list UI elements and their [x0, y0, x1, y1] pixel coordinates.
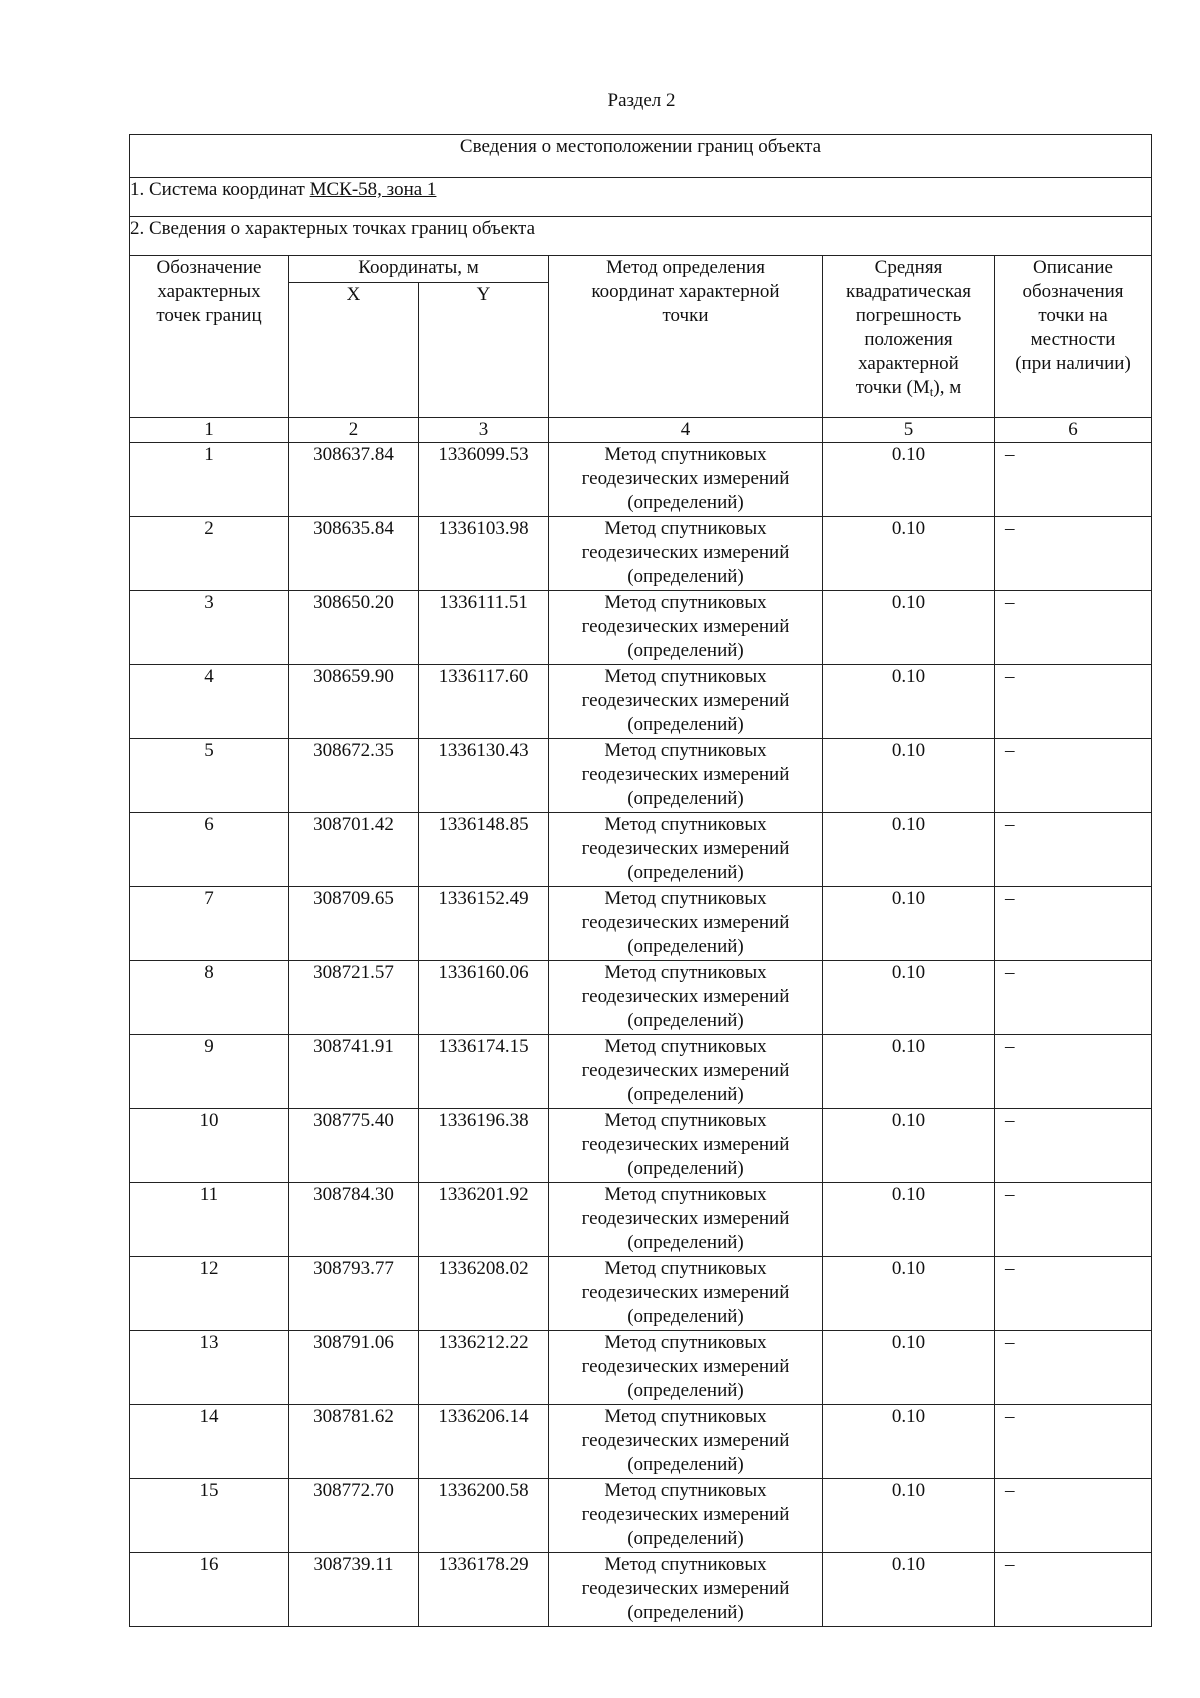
method-line: геодезических измерений [581, 690, 790, 711]
method-line: (определений) [627, 788, 744, 809]
column-number-row [130, 418, 1152, 443]
x-cell: 308659.90 [289, 665, 419, 739]
description-cell: – [995, 443, 1152, 517]
method-line: Метод спутниковых [604, 740, 767, 761]
header-error-line: положения [864, 329, 953, 350]
method-line: Метод спутниковых [604, 814, 767, 835]
x-cell: 308635.84 [289, 517, 419, 591]
description-cell: – [995, 813, 1152, 887]
x-cell: 308784.30 [289, 1183, 419, 1257]
method-cell [549, 961, 823, 1035]
method-cell [549, 665, 823, 739]
x-cell: 308672.35 [289, 739, 419, 813]
method-line: (определений) [627, 1232, 744, 1253]
header-method-line: точки [662, 305, 709, 326]
method-line: (определений) [627, 1380, 744, 1401]
method-cell [549, 443, 823, 517]
header-point [130, 256, 289, 418]
description-cell: – [995, 517, 1152, 591]
method-line: геодезических измерений [581, 1060, 790, 1081]
description-cell: – [995, 1405, 1152, 1479]
table-row [130, 1109, 1152, 1183]
y-cell: 1336206.14 [419, 1405, 549, 1479]
column-number: 6 [995, 418, 1152, 443]
point-cell: 12 [130, 1257, 289, 1331]
x-cell: 308701.42 [289, 813, 419, 887]
coordinate-system [130, 178, 1152, 217]
table-row [130, 739, 1152, 813]
method-line: геодезических измерений [581, 1356, 790, 1377]
method-line: Метод спутниковых [604, 518, 767, 539]
x-cell: 308793.77 [289, 1257, 419, 1331]
table-row [130, 665, 1152, 739]
description-cell: – [995, 1479, 1152, 1553]
error-cell: 0.10 [823, 517, 995, 591]
error-cell: 0.10 [823, 1183, 995, 1257]
method-line: (определений) [627, 1454, 744, 1475]
header-error [823, 256, 995, 418]
x-cell: 308741.91 [289, 1035, 419, 1109]
point-cell: 14 [130, 1405, 289, 1479]
header-point-line: характерных [157, 281, 261, 302]
description-cell: – [995, 665, 1152, 739]
y-cell: 1336160.06 [419, 961, 549, 1035]
header-description-line: (при наличии) [1015, 353, 1131, 374]
header-error-line: квадратическая [846, 281, 971, 302]
method-cell [549, 1479, 823, 1553]
header-method [549, 256, 823, 418]
method-line: Метод спутниковых [604, 1406, 767, 1427]
description-cell: – [995, 887, 1152, 961]
method-line: геодезических измерений [581, 764, 790, 785]
table-row [130, 813, 1152, 887]
description-cell: – [995, 1257, 1152, 1331]
header-description-line: точки на [1038, 305, 1108, 326]
point-cell: 3 [130, 591, 289, 665]
error-cell: 0.10 [823, 665, 995, 739]
description-cell: – [995, 1553, 1152, 1627]
method-line: Метод спутниковых [604, 444, 767, 465]
column-number: 3 [419, 418, 549, 443]
method-line: Метод спутниковых [604, 592, 767, 613]
error-cell: 0.10 [823, 591, 995, 665]
x-cell: 308721.57 [289, 961, 419, 1035]
method-cell [549, 1035, 823, 1109]
method-line: Метод спутниковых [604, 666, 767, 687]
header-error-text: ), м [933, 377, 962, 398]
method-line: геодезических измерений [581, 986, 790, 1007]
error-cell: 0.10 [823, 1479, 995, 1553]
point-cell: 4 [130, 665, 289, 739]
description-cell: – [995, 961, 1152, 1035]
description-cell: – [995, 1183, 1152, 1257]
header-error-line: Средняя [874, 257, 943, 278]
header-description-line: обозначения [1022, 281, 1124, 302]
method-line: (определений) [627, 862, 744, 883]
point-cell: 6 [130, 813, 289, 887]
error-cell: 0.10 [823, 1405, 995, 1479]
point-cell: 5 [130, 739, 289, 813]
column-number: 4 [549, 418, 823, 443]
x-cell: 308781.62 [289, 1405, 419, 1479]
y-cell: 1336148.85 [419, 813, 549, 887]
method-line: Метод спутниковых [604, 1184, 767, 1205]
header-description-line: Описание [1033, 257, 1113, 278]
table-row [130, 1553, 1152, 1627]
method-line: геодезических измерений [581, 1282, 790, 1303]
x-cell: 308709.65 [289, 887, 419, 961]
header-point-line: Обозначение [156, 257, 262, 278]
method-line: (определений) [627, 640, 744, 661]
method-line: Метод спутниковых [604, 1036, 767, 1057]
method-line: (определений) [627, 1010, 744, 1031]
method-line: (определений) [627, 566, 744, 587]
point-cell: 9 [130, 1035, 289, 1109]
table-title: Сведения о местоположении границ объекта [130, 135, 1152, 178]
error-cell: 0.10 [823, 961, 995, 1035]
method-line: (определений) [627, 1528, 744, 1549]
table-row [130, 1479, 1152, 1553]
method-cell [549, 1257, 823, 1331]
header-error-line: погрешность [855, 305, 962, 326]
header-error-text: точки (M [855, 377, 930, 398]
method-line: Метод спутниковых [604, 1332, 767, 1353]
y-cell: 1336152.49 [419, 887, 549, 961]
point-cell: 10 [130, 1109, 289, 1183]
table-row [130, 961, 1152, 1035]
method-cell [549, 517, 823, 591]
y-cell: 1336208.02 [419, 1257, 549, 1331]
error-cell: 0.10 [823, 1035, 995, 1109]
method-line: Метод спутниковых [604, 1110, 767, 1131]
x-cell: 308739.11 [289, 1553, 419, 1627]
method-line: геодезических измерений [581, 542, 790, 563]
method-line: Метод спутниковых [604, 1480, 767, 1501]
description-cell: – [995, 1331, 1152, 1405]
header-error-subscript: t [929, 384, 934, 399]
header-method-line: Метод определения [606, 257, 765, 278]
method-line: (определений) [627, 714, 744, 735]
point-cell: 7 [130, 887, 289, 961]
coordinate-system-value: МСК-58, зона 1 [309, 179, 437, 200]
method-cell [549, 1183, 823, 1257]
method-line: геодезических измерений [581, 1208, 790, 1229]
y-cell: 1336196.38 [419, 1109, 549, 1183]
y-cell: 1336111.51 [419, 591, 549, 665]
error-cell: 0.10 [823, 1257, 995, 1331]
point-cell: 2 [130, 517, 289, 591]
method-line: (определений) [627, 1158, 744, 1179]
y-cell: 1336174.15 [419, 1035, 549, 1109]
header-y: Y [419, 283, 549, 418]
header-description [995, 256, 1152, 418]
method-line: геодезических измерений [581, 912, 790, 933]
table-row [130, 1035, 1152, 1109]
point-cell: 11 [130, 1183, 289, 1257]
point-cell: 13 [130, 1331, 289, 1405]
method-cell [549, 887, 823, 961]
method-line: (определений) [627, 492, 744, 513]
method-cell [549, 591, 823, 665]
method-line: геодезических измерений [581, 1504, 790, 1525]
header-x: X [289, 283, 419, 418]
method-line: геодезических измерений [581, 1134, 790, 1155]
method-line: геодезических измерений [581, 468, 790, 489]
column-number: 1 [130, 418, 289, 443]
method-cell [549, 1405, 823, 1479]
method-line: (определений) [627, 1602, 744, 1623]
error-cell: 0.10 [823, 739, 995, 813]
method-cell [549, 739, 823, 813]
header-coordinates: Координаты, м [289, 256, 549, 283]
description-cell: – [995, 1109, 1152, 1183]
method-line: (определений) [627, 1084, 744, 1105]
x-cell: 308637.84 [289, 443, 419, 517]
table-row [130, 1331, 1152, 1405]
y-cell: 1336212.22 [419, 1331, 549, 1405]
method-cell [549, 813, 823, 887]
coordinate-system-label: 1. Система координат [130, 179, 310, 200]
table-row [130, 1405, 1152, 1479]
table-row [130, 517, 1152, 591]
points-heading: 2. Сведения о характерных точках границ объекта [130, 217, 1152, 256]
method-line: геодезических измерений [581, 1430, 790, 1451]
error-cell: 0.10 [823, 813, 995, 887]
point-cell: 8 [130, 961, 289, 1035]
point-cell: 15 [130, 1479, 289, 1553]
method-cell [549, 1331, 823, 1405]
method-line: геодезических измерений [581, 616, 790, 637]
header-error-line [823, 376, 994, 404]
method-cell [549, 1109, 823, 1183]
header-point-line: точек границ [156, 305, 262, 326]
table-row [130, 1183, 1152, 1257]
column-number: 2 [289, 418, 419, 443]
y-cell: 1336178.29 [419, 1553, 549, 1627]
y-cell: 1336201.92 [419, 1183, 549, 1257]
x-cell: 308791.06 [289, 1331, 419, 1405]
boundary-table [129, 134, 1152, 1627]
method-line: Метод спутниковых [604, 1554, 767, 1575]
error-cell: 0.10 [823, 443, 995, 517]
error-cell: 0.10 [823, 1331, 995, 1405]
y-cell: 1336130.43 [419, 739, 549, 813]
y-cell: 1336117.60 [419, 665, 549, 739]
y-cell: 1336200.58 [419, 1479, 549, 1553]
table-row [130, 591, 1152, 665]
description-cell: – [995, 591, 1152, 665]
table-row [130, 443, 1152, 517]
point-cell: 16 [130, 1553, 289, 1627]
point-cell: 1 [130, 443, 289, 517]
method-line: Метод спутниковых [604, 1258, 767, 1279]
header-error-line: характерной [858, 353, 959, 374]
x-cell: 308650.20 [289, 591, 419, 665]
error-cell: 0.10 [823, 1109, 995, 1183]
x-cell: 308772.70 [289, 1479, 419, 1553]
method-line: (определений) [627, 936, 744, 957]
table-row [130, 1257, 1152, 1331]
method-line: геодезических измерений [581, 838, 790, 859]
column-number: 5 [823, 418, 995, 443]
header-description-line: местности [1030, 329, 1116, 350]
header-method-line: координат характерной [591, 281, 780, 302]
description-cell: – [995, 739, 1152, 813]
error-cell: 0.10 [823, 887, 995, 961]
method-line: Метод спутниковых [604, 888, 767, 909]
method-cell [549, 1553, 823, 1627]
y-cell: 1336103.98 [419, 517, 549, 591]
table-row [130, 887, 1152, 961]
method-line: геодезических измерений [581, 1578, 790, 1599]
error-cell: 0.10 [823, 1553, 995, 1627]
y-cell: 1336099.53 [419, 443, 549, 517]
method-line: (определений) [627, 1306, 744, 1327]
x-cell: 308775.40 [289, 1109, 419, 1183]
method-line: Метод спутниковых [604, 962, 767, 983]
description-cell: – [995, 1035, 1152, 1109]
section-title: Раздел 2 [607, 90, 676, 111]
